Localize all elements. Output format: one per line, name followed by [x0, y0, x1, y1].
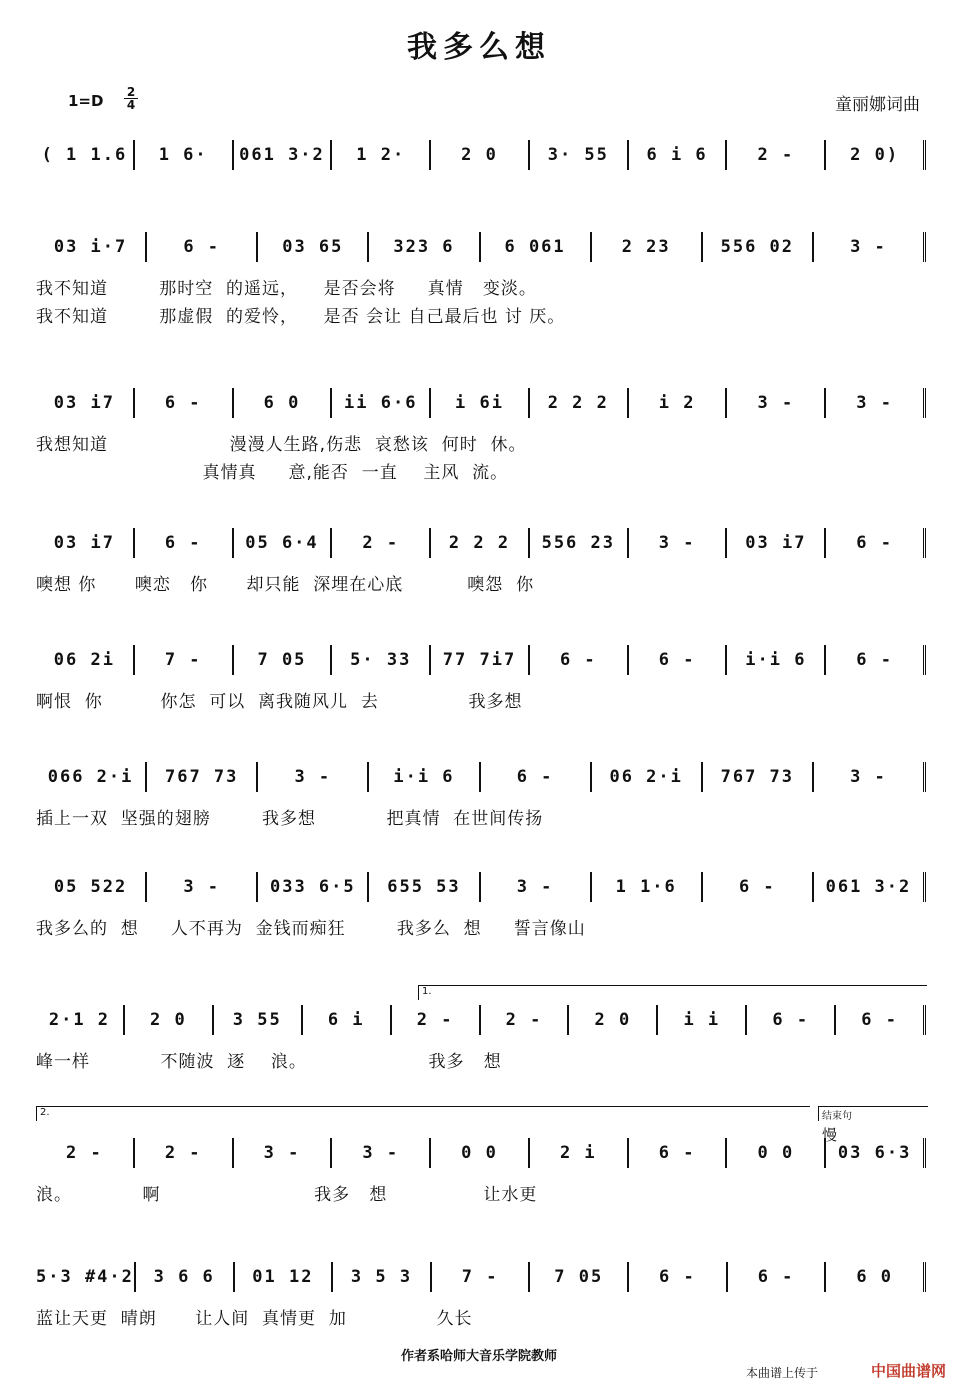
measure: 6 - [629, 1262, 728, 1292]
lyric-line: 噢想 你 噢恋 你 却只能 深埋在心底 噢怨 你 [36, 575, 535, 595]
measure: 6 - [481, 762, 592, 792]
measure: 3 6 6 [136, 1262, 235, 1292]
measure: 3· 55 [530, 140, 629, 170]
score-system [0, 1138, 958, 1258]
lyric-line: 浪。 啊 我多 想 让水更 [36, 1185, 538, 1205]
measure: 2 2 2 [431, 528, 530, 558]
time-signature-bottom: 4 [124, 98, 138, 111]
measure: 655 53 [369, 872, 480, 902]
measure: 2 0 [125, 1005, 214, 1035]
upload-note: 本曲谱上传于 [745, 1366, 818, 1380]
measure: 03 i7 [727, 528, 826, 558]
measure: 3 - [629, 528, 728, 558]
measure: 6 - [530, 645, 629, 675]
measure: 7 - [432, 1262, 531, 1292]
measure: 767 73 [147, 762, 258, 792]
score-system [0, 528, 958, 648]
measure: 767 73 [703, 762, 814, 792]
measure: 77 7i7 [431, 645, 530, 675]
measure: 1 2· [332, 140, 431, 170]
measure: 6 - [836, 1005, 926, 1035]
measure: 061 3·2 [814, 872, 926, 902]
notation-line [36, 645, 926, 675]
score-system [0, 872, 958, 992]
measure: i i [658, 1005, 747, 1035]
measure: 3 - [814, 232, 926, 262]
measure: 2 - [36, 1138, 135, 1168]
measure: i·i 6 [727, 645, 826, 675]
lyric-line: 峰一样 不随波 逐 浪。 我多 想 [36, 1052, 502, 1072]
measure: 6 - [728, 1262, 827, 1292]
measure: ii 6·6 [332, 388, 431, 418]
measure: 0 0 [431, 1138, 530, 1168]
measure: 3 - [814, 762, 926, 792]
measure: 7 05 [530, 1262, 629, 1292]
measure: 6 0 [826, 1262, 926, 1292]
measure: 3 - [147, 872, 258, 902]
measure: 7 - [135, 645, 234, 675]
ending-label: 结束句 [818, 1106, 928, 1121]
measure: 2 0 [431, 140, 530, 170]
measure: 2 - [135, 1138, 234, 1168]
measure: 6 061 [481, 232, 592, 262]
notation-line [36, 1005, 926, 1035]
lyric-line: 真情真 意,能否 一直 主风 流。 [36, 463, 509, 483]
measure: 06 2·i [592, 762, 703, 792]
measure: 6 - [629, 645, 728, 675]
measure: 6 i 6 [629, 140, 728, 170]
measure: 0 0 [727, 1138, 826, 1168]
footer-credit: 作者系哈师大音乐学院教师 [400, 1349, 557, 1364]
site-logo: 中国曲谱网 [870, 1362, 946, 1380]
measure: 2 - [727, 140, 826, 170]
measure: 5· 33 [332, 645, 431, 675]
volta-2: 2. [36, 1106, 810, 1121]
measure: 3 5 3 [333, 1262, 432, 1292]
tempo-slow: 慢 [822, 1126, 838, 1144]
measure: 03 i·7 [36, 232, 147, 262]
time-signature [124, 86, 138, 111]
measure: 066 2·i [36, 762, 147, 792]
measure: 2 2 2 [530, 388, 629, 418]
volta-1: 1. [418, 985, 927, 1000]
measure: 2 - [392, 1005, 481, 1035]
measure: 5·3 #4·2 [36, 1262, 136, 1292]
measure: 3 - [727, 388, 826, 418]
notation-line [36, 140, 926, 170]
measure: 556 23 [530, 528, 629, 558]
measure: i 2 [629, 388, 728, 418]
lyric-line: 蓝让天更 晴朗 让人间 真情更 加 久长 [36, 1309, 473, 1329]
notation-line [36, 1138, 926, 1168]
measure: 6 i [303, 1005, 392, 1035]
notation-line [36, 528, 926, 558]
measure: 1 6· [135, 140, 234, 170]
measure: 033 6·5 [258, 872, 369, 902]
measure: 2 0) [826, 140, 926, 170]
measure: 05 6·4 [234, 528, 333, 558]
lyric-line: 我不知道 那虚假 的爱怜， 是否 会让 自己最后也 讨 厌。 [36, 307, 566, 327]
measure: 6 - [135, 528, 234, 558]
measure: 6 - [747, 1005, 836, 1035]
notation-line [36, 388, 926, 418]
measure: 6 - [826, 528, 926, 558]
measure: 061 3·2 [234, 140, 333, 170]
measure: 06 2i [36, 645, 135, 675]
measure: 03 65 [258, 232, 369, 262]
measure: 3 55 [214, 1005, 303, 1035]
time-signature-top: 2 [126, 85, 136, 99]
measure: 7 05 [234, 645, 333, 675]
measure: 3 - [258, 762, 369, 792]
measure: 03 i7 [36, 528, 135, 558]
key-signature: 1=D [68, 92, 104, 110]
measure: 2 i [530, 1138, 629, 1168]
measure: 05 522 [36, 872, 147, 902]
page-title: 我多么想 [407, 30, 551, 65]
measure: 03 6·3 [826, 1138, 926, 1168]
measure: 2 - [481, 1005, 570, 1035]
measure: 2·1 2 [36, 1005, 125, 1035]
measure: 3 - [234, 1138, 333, 1168]
score-system [0, 388, 958, 508]
measure: i·i 6 [369, 762, 480, 792]
lyric-line: 插上一双 坚强的翅膀 我多想 把真情 在世间传扬 [36, 809, 544, 829]
measure: 3 - [826, 388, 926, 418]
measure: 3 - [332, 1138, 431, 1168]
measure: 6 - [826, 645, 926, 675]
score-system [0, 762, 958, 882]
composer: 童丽娜词曲 [835, 95, 920, 115]
lyric-line: 我想知道 漫漫人生路,伤悲 哀愁该 何时 休。 [36, 435, 527, 455]
measure: 6 - [703, 872, 814, 902]
lyric-line: 我多么的 想 人不再为 金钱而痴狂 我多么 想 誓言像山 [36, 919, 586, 939]
measure: 6 - [135, 388, 234, 418]
score-system [0, 232, 958, 352]
lyric-line: 我不知道 那时空 的遥远， 是否会将 真情 变淡。 [36, 279, 537, 299]
measure: 2 - [332, 528, 431, 558]
measure: 6 - [629, 1138, 728, 1168]
notation-line [36, 872, 926, 902]
measure: i 6i [431, 388, 530, 418]
measure: 2 23 [592, 232, 703, 262]
notation-line [36, 1262, 926, 1292]
measure: 6 0 [234, 388, 333, 418]
measure: 323 6 [369, 232, 480, 262]
notation-line [36, 762, 926, 792]
measure: 6 - [147, 232, 258, 262]
measure: ( 1 1.6 [36, 140, 135, 170]
measure: 1 1·6 [592, 872, 703, 902]
notation-line [36, 232, 926, 262]
measure: 03 i7 [36, 388, 135, 418]
measure: 556 02 [703, 232, 814, 262]
measure: 01 12 [235, 1262, 334, 1292]
measure: 3 - [481, 872, 592, 902]
measure: 2 0 [569, 1005, 658, 1035]
lyric-line: 啊恨 你 你怎 可以 离我随风儿 去 我多想 [36, 692, 523, 712]
score-system [0, 645, 958, 765]
